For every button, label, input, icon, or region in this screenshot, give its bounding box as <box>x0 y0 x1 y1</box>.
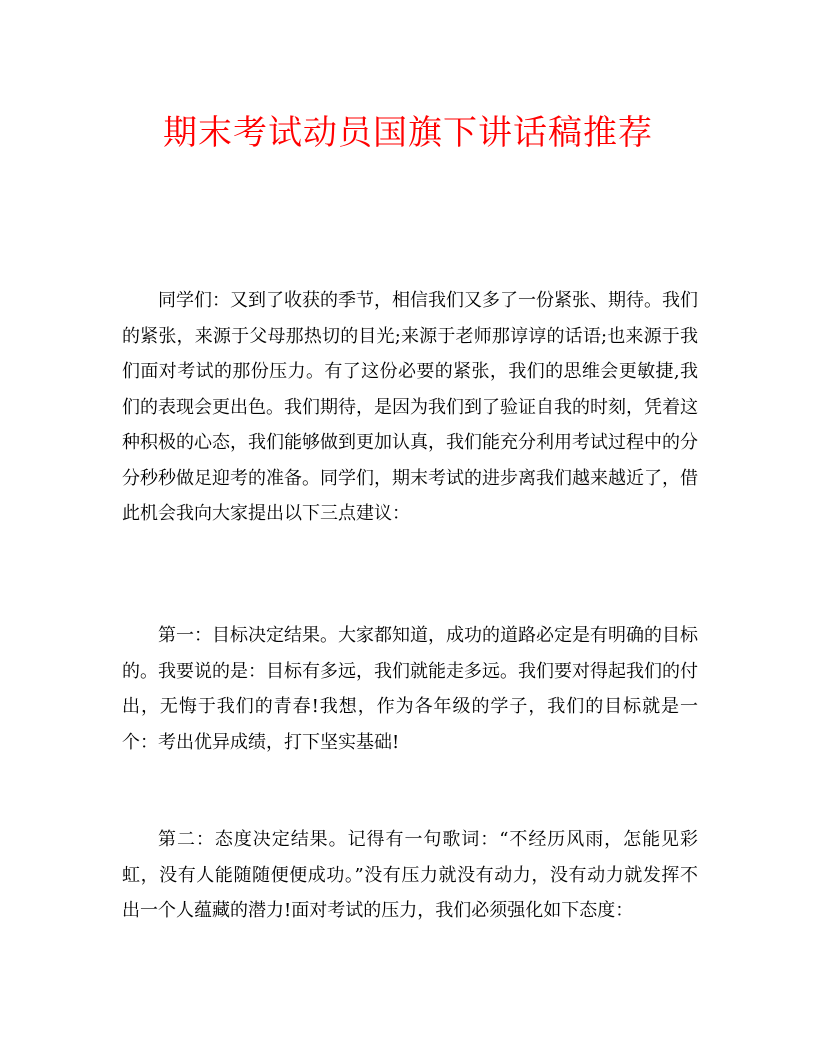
paragraph-point-two: 第二：态度决定结果。记得有一句歌词：“不经历风雨，怎能见彩虹，没有人能随随便便成功。”没有压力就没有动力，没有动力就发挥不出一个人蕴藏的潜力!面对考试的压力，我们必须强化如下态度： <box>122 829 698 921</box>
paragraph-point-one: 第一：目标决定结果。大家都知道，成功的道路必定是有明确的目标的。我要说的是：目标有多远，我们就能走多远。我们要对得起我们的付出，无悔于我们的青春!我想，作为各年级的学子，我们的目标就是一个：考出优异成绩，打下坚实基础! <box>122 625 698 753</box>
document-title: 期末考试动员国旗下讲话稿推荐 <box>163 113 653 153</box>
paragraph-intro: 同学们：又到了收获的季节，相信我们又多了一份紧张、期待。我们的紧张，来源于父母那热切的目光;来源于老师那谆谆的话语;也来源于我们面对考试的那份压力。有了这份必要的紧张，我们的思维会更敏捷,我们的表现会更出色。我们期待，是因为我们到了验证自我的时刻，凭着这种积极的心态，我们能够做到更加认真，我们能充分利用考试过程中的分分秒秒做足迎考的准备。同学们，期末考试的进步离我们越来越近了，借此机会我向大家提出以下三点建议： <box>122 290 698 524</box>
